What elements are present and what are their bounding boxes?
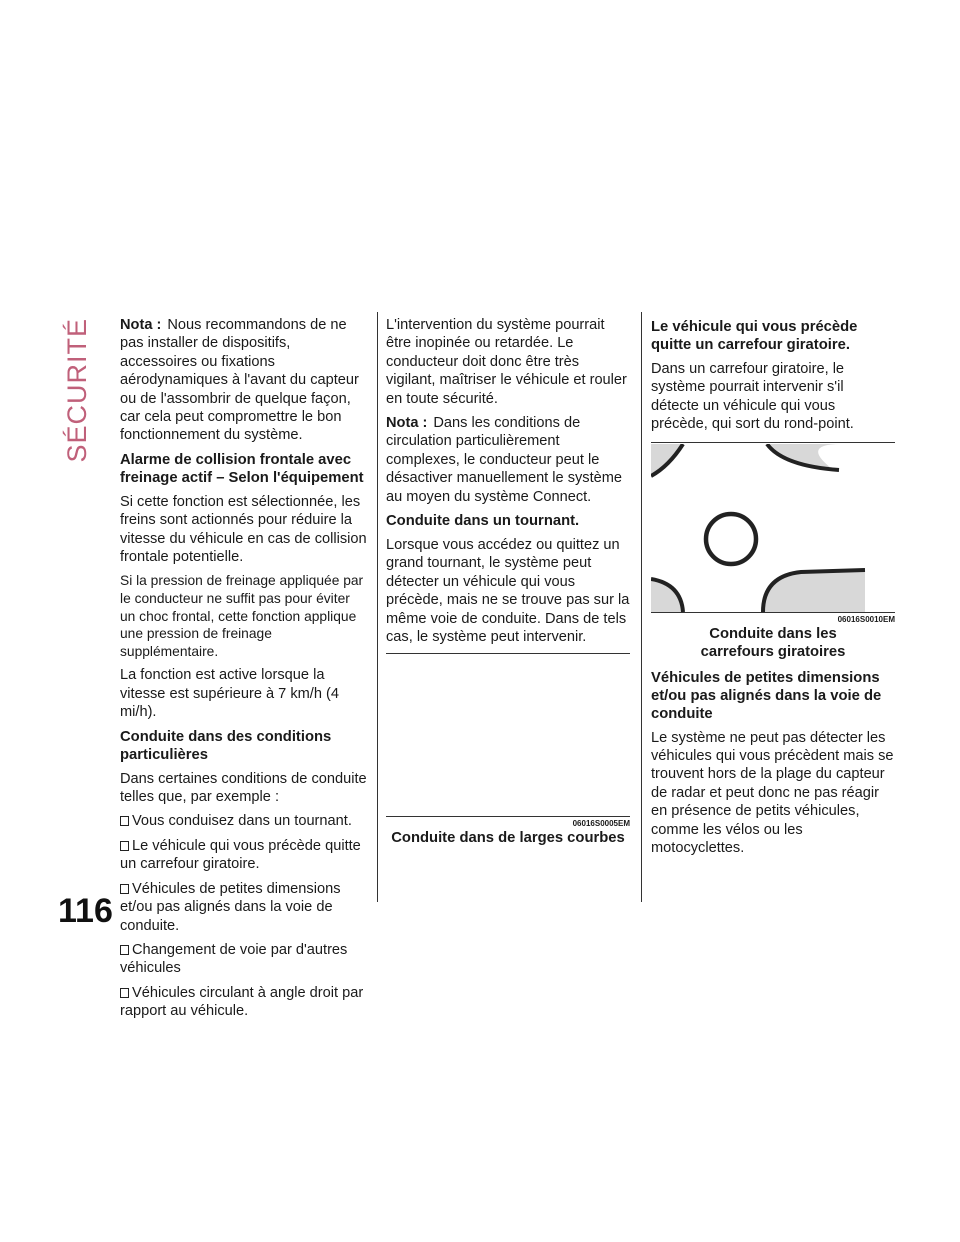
paragraph: Lorsque vous accédez ou quittez un grand tournant, le système peut détecter un véhicule qui vous précède, mais ne se trouve pas sur la même voie de conduite. Dans de tels cas, le système peut intervenir. — [386, 537, 630, 646]
figure-bottom-rule — [386, 816, 630, 817]
road-shading — [763, 570, 865, 612]
figure-code: 06016S0005EM — [572, 818, 630, 828]
column-divider — [641, 312, 642, 902]
page-number: 116 — [58, 892, 113, 930]
paragraph: Dans certaines conditions de conduite telles que, par exemple : — [120, 770, 367, 806]
paragraph: L'intervention du système pourrait être inopinée ou retardée. Le conducteur doit donc être très vigilant, maîtriser le véhicule et rouler en toute sécurité. — [386, 317, 627, 407]
paragraph: Le système ne peut pas détecter les véhicules qui vous précèdent mais se trouvent hors de la plage du capteur de radar et peut donc ne pas réagir en présence de petits véhicules, comme les vélos ou les motocyclettes. — [651, 729, 894, 857]
figure-top-rule — [651, 442, 895, 443]
roundabout-island — [706, 514, 756, 564]
section-heading: Conduite dans un tournant. — [386, 513, 580, 530]
figure-caption: Conduite dans les carrefours giratoires — [700, 625, 846, 660]
column-3 — [651, 316, 895, 863]
column-2 — [386, 316, 630, 847]
paragraph: La fonction est active lorsque la vitesse est supérieure à 7 km/h (4 mi/h). — [120, 667, 340, 721]
road-shading — [769, 444, 895, 468]
paragraph: Dans un carrefour giratoire, le système pourrait intervenir s'il détecte un véhicule qui vous précède, qui sort du rond-point. — [651, 361, 854, 433]
nota-label: Nota : — [386, 415, 428, 432]
column-divider — [377, 312, 378, 902]
column-1 — [120, 316, 368, 1027]
checkbox-bullet-icon — [120, 884, 129, 894]
checkbox-bullet-icon — [120, 841, 129, 851]
checkbox-bullet-icon — [120, 988, 129, 998]
nota-text: Dans les conditions de circulation particulièrement complexes, le conducteur peut le désactiver manuellement le système au moyen du système Connect. — [386, 415, 623, 505]
roundabout-illustration — [651, 444, 895, 612]
list-item: Vous conduisez dans un tournant. — [120, 812, 368, 830]
list-item: Changement de voie par d'autres véhicules — [120, 941, 348, 977]
list-item: Le véhicule qui vous précède quitte un carrefour giratoire. — [120, 837, 361, 873]
section-heading: Conduite dans des conditions particulières — [120, 728, 332, 763]
figure-image-area — [386, 654, 630, 816]
figure-caption: Conduite dans de larges courbes — [391, 829, 625, 846]
section-side-tab: SÉCURITÉ — [62, 318, 92, 463]
list-item: Véhicules circulant à angle droit par rapport au véhicule. — [120, 984, 364, 1020]
nota-label: Nota : — [120, 317, 162, 333]
nota-paragraph — [386, 414, 630, 506]
nota-text: Nous recommandons de ne pas installer de dispositifs, accessoires ou fixations aérodynamiques à l'avant du capteur ou de l'assombrir de quelque façon, car cela peut compromettre le bon fonctionnement du système. — [120, 317, 359, 444]
section-heading: Alarme de collision frontale avec freinage actif – Selon l'équipement — [120, 451, 364, 486]
figure-wide-curves — [386, 653, 630, 847]
section-heading: Le véhicule qui vous précède quitte un carrefour giratoire. — [651, 319, 858, 353]
checkbox-bullet-icon — [120, 816, 129, 826]
paragraph: Si cette fonction est sélectionnée, les freins sont actionnés pour réduire la vitesse du véhicule en cas de collision frontale potentielle. — [120, 493, 367, 566]
paragraph: Si la pression de freinage appliquée par le conducteur ne suffit pas pour éviter un choc frontal, cette fonction applique une pression de freinage supplémentaire. — [120, 573, 364, 659]
figure-roundabout — [651, 442, 895, 661]
nota-paragraph — [120, 316, 368, 445]
figure-bottom-rule — [651, 612, 895, 613]
list-item: Véhicules de petites dimensions et/ou pas alignés dans la voie de conduite. — [120, 880, 341, 934]
figure-code: 06016S0010EM — [837, 614, 895, 624]
checkbox-bullet-icon — [120, 945, 129, 955]
section-heading: Véhicules de petites dimensions et/ou pas alignés dans la voie de conduite — [651, 669, 882, 722]
